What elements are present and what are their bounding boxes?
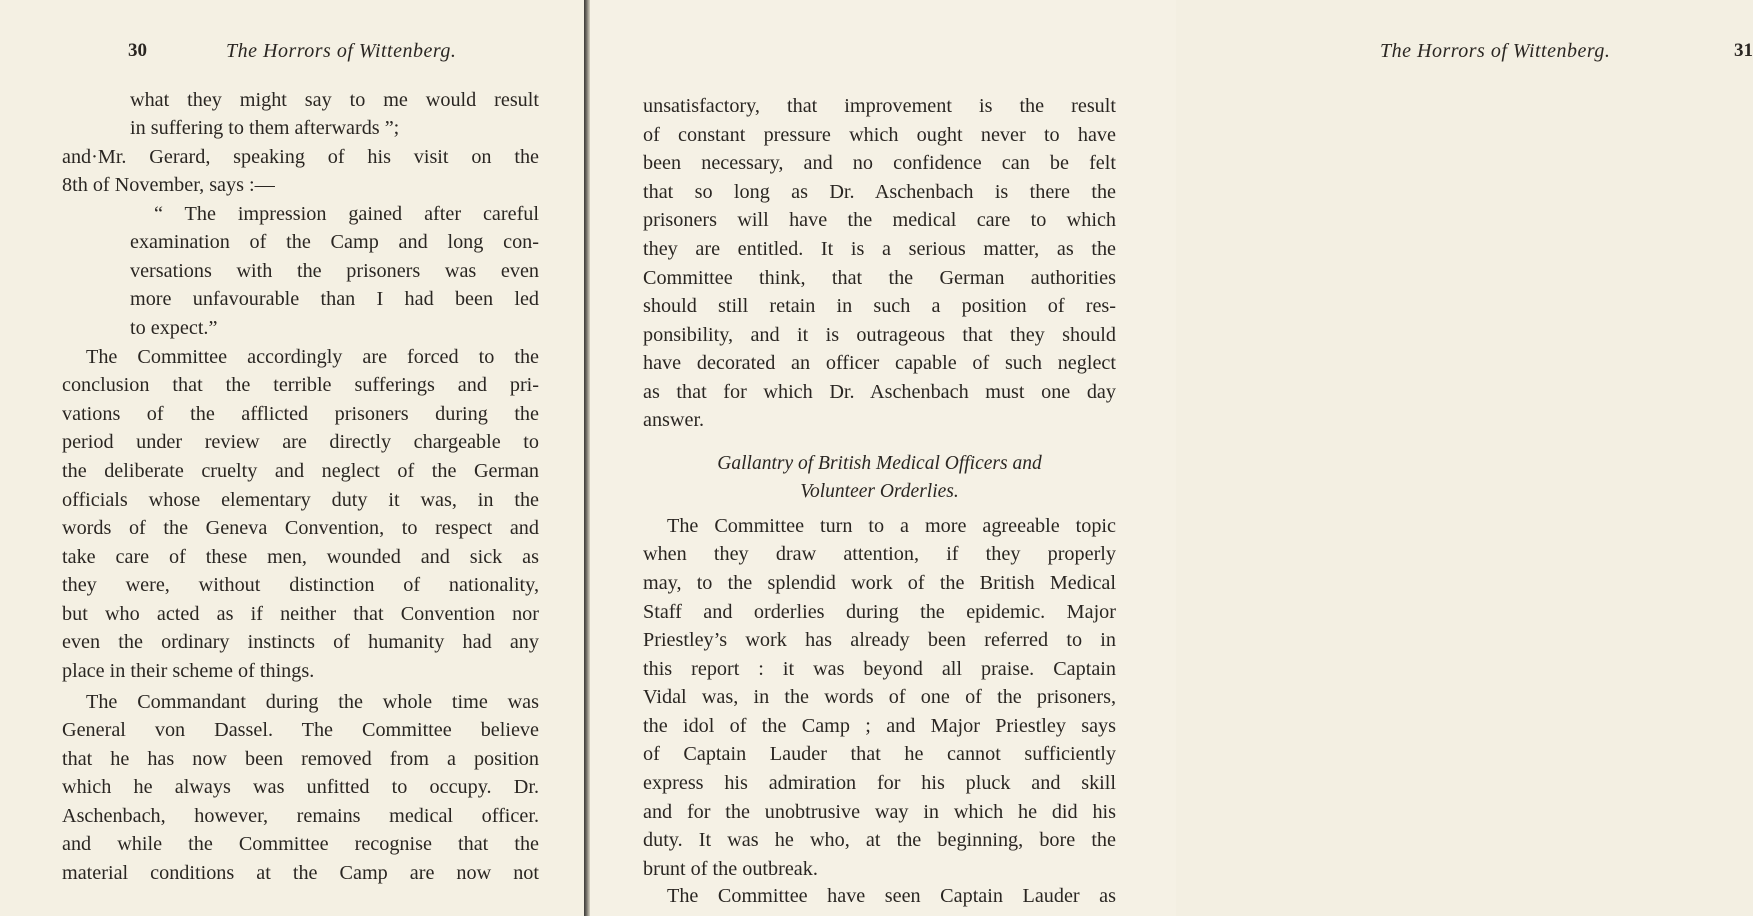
text-line: Staff and orderlies during the epidemic. Major [643, 601, 1116, 623]
text-line: but who acted as if neither that Convention nor [62, 603, 539, 625]
text-line: prisoners will have the medical care to which [643, 209, 1116, 231]
text-line: Aschenbach, however, remains medical officer. [62, 805, 539, 827]
text-line: even the ordinary instincts of humanity had any [62, 631, 539, 653]
text-line: and while the Committee recognise that the [62, 833, 539, 855]
text-line: vations of the afflicted prisoners during the [62, 403, 539, 425]
text-line: may, to the splendid work of the British Medical [643, 572, 1116, 594]
text-line: when they draw attention, if they properly [643, 543, 1116, 565]
text-line: which he always was unfitted to occupy. Dr. [62, 776, 539, 798]
text-line: 8th of November, says :— [62, 174, 275, 196]
text-line: examination of the Camp and long con- [130, 231, 539, 253]
text-line: and·Mr. Gerard, speaking of his visit on the [62, 146, 539, 168]
text-line: officials whose elementary duty it was, in the [62, 489, 539, 511]
running-title: The Horrors of Wittenberg. [1380, 40, 1611, 62]
text-line: to expect.” [130, 317, 218, 339]
page-number: 30 [128, 40, 147, 61]
text-line: ponsibility, and it is outrageous that they should [643, 324, 1116, 346]
text-line: this report : it was beyond all praise. Captain [643, 658, 1116, 680]
text-line: they are entitled. It is a serious matter, as the [643, 238, 1116, 260]
text-line: The Commandant during the whole time was [86, 691, 539, 713]
text-line: they were, without distinction of nationality, [62, 574, 539, 596]
text-line: have decorated an officer capable of such neglect [643, 352, 1116, 374]
text-line: The Committee turn to a more agreeable topic [667, 515, 1116, 537]
section-heading: Gallantry of British Medical Officers and [717, 453, 1042, 474]
text-line: the deliberate cruelty and neglect of the German [62, 460, 539, 482]
section-heading: Volunteer Orderlies. [800, 481, 959, 502]
text-line: unsatisfactory, that improvement is the result [643, 95, 1116, 117]
text-line: that so long as Dr. Aschenbach is there the [643, 181, 1116, 203]
text-line: answer. [643, 409, 705, 431]
text-line: conclusion that the terrible sufferings and pri- [62, 374, 539, 396]
text-line: been necessary, and no confidence can be felt [643, 152, 1116, 174]
running-title: The Horrors of Wittenberg. [226, 40, 457, 62]
text-line: words of the Geneva Convention, to respect and [62, 517, 539, 539]
text-line: versations with the prisoners was even [130, 260, 539, 282]
text-line: period under review are directly chargeable to [62, 431, 539, 453]
text-line: General von Dassel. The Committee believe [62, 719, 539, 741]
text-line: duty. It was he who, at the beginning, bore the [643, 829, 1116, 851]
text-line: of constant pressure which ought never to have [643, 124, 1116, 146]
text-line: should still retain in such a position of res- [643, 295, 1116, 317]
text-line: express his admiration for his pluck and skill [643, 772, 1116, 794]
text-line: The Committee accordingly are forced to the [86, 346, 539, 368]
page-number: 31 [1734, 40, 1753, 61]
text-line: brunt of the outbreak. [643, 858, 818, 880]
text-line: as that for which Dr. Aschenbach must one day [643, 381, 1116, 403]
text-line: Committee think, that the German authorities [643, 267, 1116, 289]
text-line: the idol of the Camp ; and Major Priestley says [643, 715, 1116, 737]
text-line: more unfavourable than I had been led [130, 288, 539, 310]
text-line: of Captain Lauder that he cannot sufficiently [643, 743, 1116, 765]
text-line: “ The impression gained after careful [154, 203, 539, 225]
text-line: The Committee have seen Captain Lauder as [667, 885, 1116, 907]
text-line: in suffering to them afterwards ”; [130, 117, 400, 139]
text-line: and for the unobtrusive way in which he did his [643, 801, 1116, 823]
text-line: material conditions at the Camp are now not [62, 862, 539, 884]
text-line: place in their scheme of things. [62, 660, 315, 682]
text-line: take care of these men, wounded and sick as [62, 546, 539, 568]
text-line: what they might say to me would result [130, 89, 539, 111]
text-line: Vidal was, in the words of one of the prisoners, [643, 686, 1116, 708]
text-line: that he has now been removed from a position [62, 748, 539, 770]
text-line: Priestley’s work has already been referred to in [643, 629, 1116, 651]
